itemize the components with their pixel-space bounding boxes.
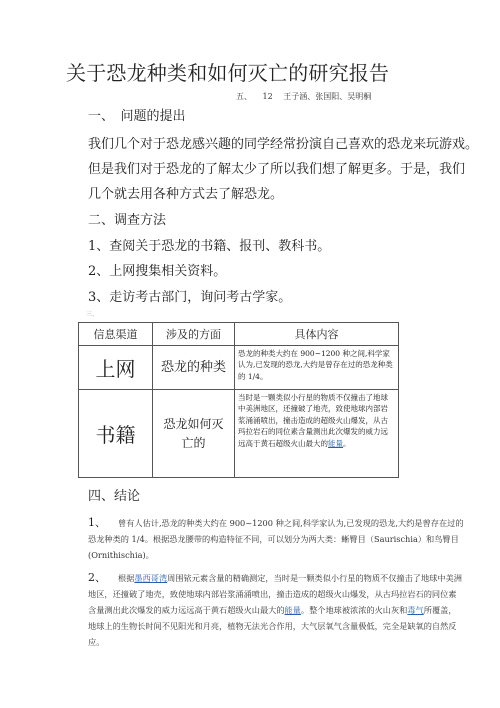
conclusion-text: 所覆盖，地球上的生物长时间不见阳光和月亮，植物无法光合作用，大气层氧气含量极低，完全是缺氧的自然反应。 [88,605,457,647]
aspect-line: 亡的 [181,435,206,450]
conclusion-text: 根据 [118,573,135,583]
byline [236,91,379,103]
content-cell [235,390,399,478]
table-header-cell: 信息渠道 [79,323,153,346]
gulf-of-mexico-link[interactable]: 墨西哥湾 [134,573,168,583]
method-item: 2、上网搜集相关资料。 [88,264,227,279]
info-table [78,322,399,478]
table-header-cell: 涉及的方面 [153,323,235,346]
content-cell: 恐龙的种类大约在 900~1200 种之间,科学家认为,已发现的恐龙,大约是曾存在过的恐龙种类的 1/4。 [235,346,399,390]
channel-cell: 书籍 [79,390,153,478]
table-header-cell: 具体内容 [235,323,399,346]
content-end: 。 [343,438,351,448]
channel-cell: 上网 [79,346,153,390]
conclusion-1 [88,515,464,563]
table-row [79,346,399,390]
table-row [79,390,399,478]
class-info: 五、 [236,92,252,101]
conclusion-text: 曾有人估计,恐龙的种类大约在 900~1200 种之间,科学家认为,已发现的恐龙,大约是曾存在过的恐龙种类的 1/4。根据恐龙腰带的构造特征不同，可以划分为两大类：蜥臀目（Saurischia）和鸟臀目(Ornithischia)。 [88,518,464,560]
section-mark-3: 三、 [86,311,99,318]
section-heading-1: 一、 问题的提出 [88,109,186,124]
author-list: 王子涵、张国阳、吴明桐 [283,92,372,101]
toxic-gas-link[interactable]: 毒气 [407,605,424,615]
content-text: 当时是一颗类似小行星的物质不仅撞击了地球中美洲地区，还撞破了地壳，致使地球内部岩浆涌涌喷出，撞击造成的超级火山爆发，从古玛拉岩石的同位素含量测出此次爆发的威力远远高于黄石超级火山最大的 [238,393,388,448]
energy-link[interactable]: 能量 [284,605,301,615]
aspect-line: 恐龙如何灭 [163,416,224,431]
conclusion-number: 2、 [88,571,106,584]
aspect-cell [153,390,235,478]
aspect-cell: 恐龙的种类 [153,346,235,390]
conclusion-text: 周围铱元素含量的精确测定，当时是一颗类似小行星的物质不仅撞击了地球中美洲地区，还撞破了地壳，致使地球内部岩浆涌涌喷出，撞击造成的超级火山爆发，从古玛拉岩石的同位素含量测出此次爆发的威力远远高于黄石超级火山最大的 [88,573,462,615]
page-title: 关于恐龙种类和如何灭亡的研究报告 [66,61,390,85]
paragraph-line: 但是我们对于恐龙的了解太少了所以我们想了解更多。于是，我们 [88,162,466,177]
conclusion-2 [88,570,464,650]
section-heading-2: 二、调查方法 [88,213,167,228]
section-heading-4: 四、结论 [88,489,141,504]
paragraph-line: 我们几个对于恐龙感兴趣的同学经常扮演自己喜欢的恐龙来玩游戏。 [88,137,479,152]
paragraph-line: 几个就去用各种方式去了解恐龙。 [88,187,284,202]
method-item: 3、走访考古部门，询问考古学家。 [88,290,292,305]
method-item: 1、查阅关于恐龙的书籍、报刊、教科书。 [88,239,331,254]
table-header-row [79,323,399,346]
energy-link[interactable]: 能量 [328,438,343,448]
conclusion-text: 。整个地球被浓浓的火山灰和 [300,605,408,615]
group-number: 12 [262,92,273,101]
conclusion-number: 1、 [88,516,106,529]
